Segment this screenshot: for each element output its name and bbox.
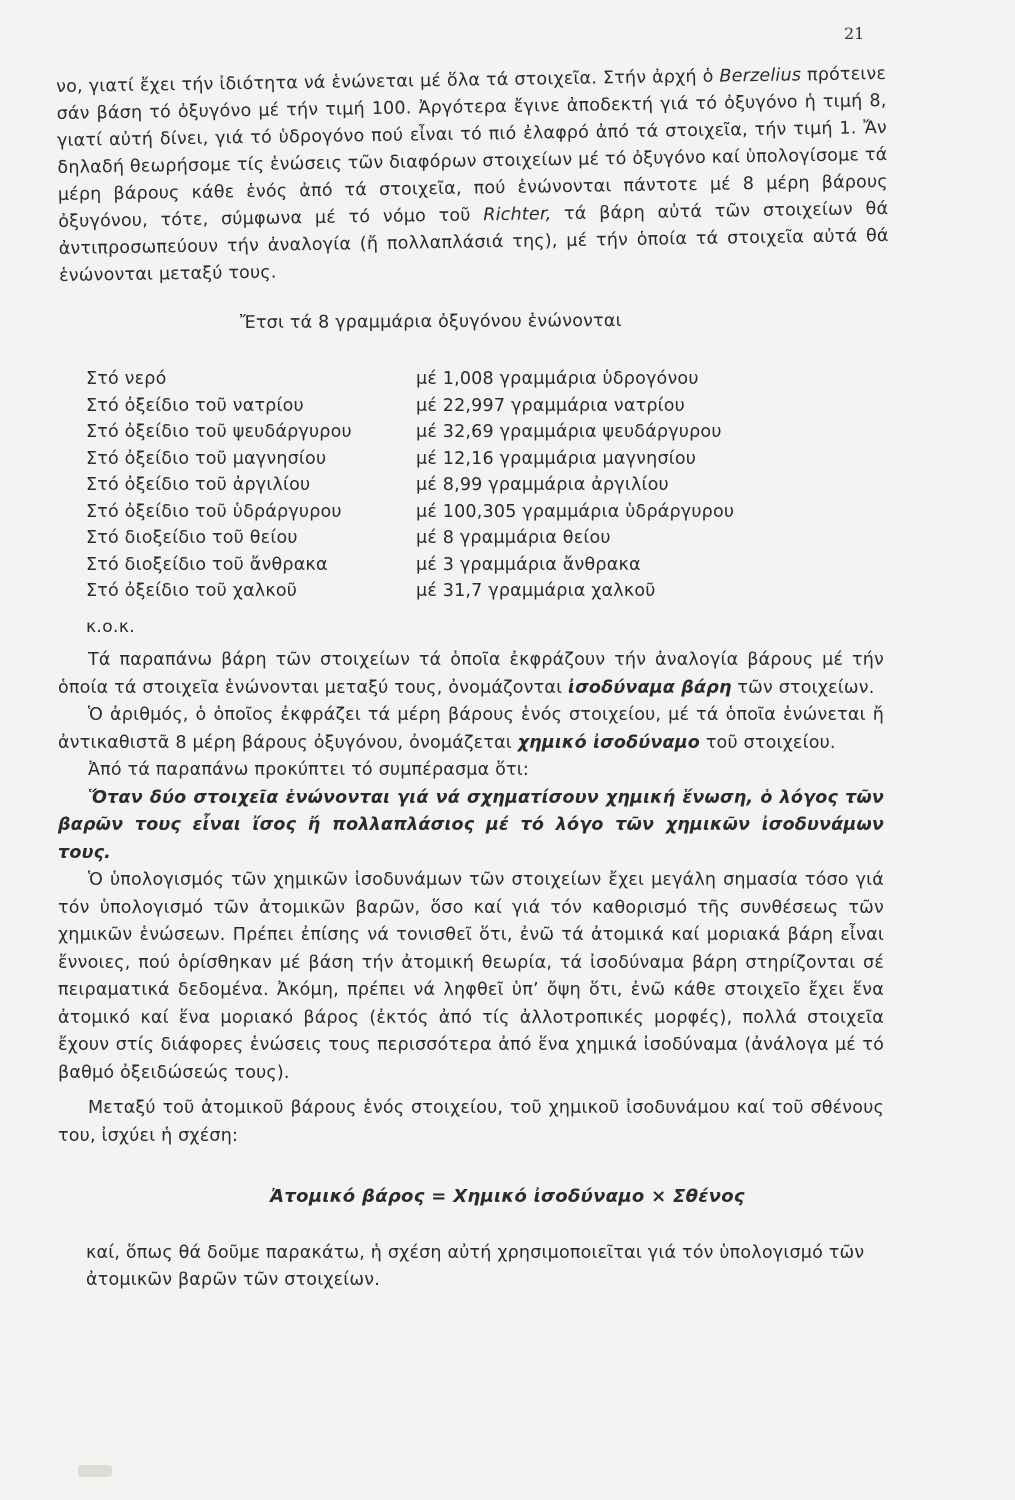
- table-row: [86, 446, 776, 473]
- text: τῶν στοιχείων.: [737, 677, 875, 698]
- paragraph-chemical-equivalent: [58, 702, 884, 757]
- compound-label: Στό διοξείδιο τοῦ ἄνθρακα: [86, 554, 328, 575]
- table-row: [86, 393, 776, 420]
- etc-label: κ.ο.κ.: [86, 617, 136, 637]
- table-row: [86, 552, 776, 579]
- mass-value: μέ 100,305 γραμμάρια ὑδράργυρου: [416, 501, 735, 522]
- mass-value: μέ 3 γραμμάρια ἄνθρακα: [416, 554, 641, 575]
- page-number: 21: [844, 24, 865, 43]
- mass-value: μέ 32,69 γραμμάρια ψευδάργυρου: [416, 422, 722, 443]
- name-berzelius: Berzelius: [719, 65, 802, 87]
- term-chemical-equivalent: χημικό ἰσοδύναμο: [517, 732, 701, 753]
- table-row: [86, 366, 776, 393]
- intro-text-2: πρότεινε σάν βάση τό ὀξυγόνο μέ τήν τιμή 100. Ἀργότερα ἔγινε ἀποδεκτή γιά τό ὀξυγόνο ἡ τιμή 8, γιατί αὐτή δίνει, γιά τό ὑδρογόνο πού εἶναι τό πιό ἐλαφρό ἀπό τά στοιχεῖα, τήν τιμή 1. Ἄν δηλαδή θεωρήσομε τίς ἑνώσεις τῶν διαφόρων στοιχείων μέ τό ὀξυγόνο καί ὑπολογίσομε τά μέρη βάρους κάθε ἑνός ἀπό τά στοιχεῖα, πού ἑνώνονται πάντοτε μέ 8 μέρη βάρους ὀξυγόνου, τότε, σύμφωνα μέ τό νόμο τοῦ: [56, 63, 888, 232]
- intro-paragraph: [56, 61, 889, 290]
- table-row: [86, 578, 776, 605]
- conclusion-statement: Ὅταν δύο στοιχεῖα ἑνώνονται γιά νά σχηματίσουν χημική ἕνωση, ὁ λόγος τῶν βαρῶν τους εἶναι ἴσος ἤ πολλαπλάσιος μέ τό λόγο τῶν χημικῶν ἰσοδυνάμων τους.: [58, 787, 884, 863]
- intro-text-1: νο, γιατί ἔχει τήν ἰδιότητα νά ἑνώνεται μέ ὅλα τά στοιχεῖα. Στήν ἀρχή ὁ: [56, 66, 714, 97]
- intro-text-3: τά βάρη αὐτά τῶν στοιχείων θά ἀντιπροσωπεύουν τήν ἀναλογία (ἤ πολλαπλάσιά της), μέ τήν ὁποία τά στοιχεῖα αὐτά θά ἑνώνονται μεταξύ τους.: [58, 198, 889, 286]
- table-lead-line: Ἔτσι τά 8 γραμμάρια ὀξυγόνου ἑνώνονται: [239, 311, 622, 333]
- compound-label: Στό ὀξείδιο τοῦ ἀργιλίου: [86, 475, 311, 496]
- compound-label: Στό ὀξείδιο τοῦ ψευδάργυρου: [86, 422, 352, 443]
- closing-text: καί, ὅπως θά δοῦμε παρακάτω, ἡ σχέση αὐτή χρησιμοποιεῖται γιά τόν ὑπολογισμό τῶν ἀτομικῶν βαρῶν τῶν στοιχείων.: [86, 1243, 865, 1290]
- table-row: [86, 419, 776, 446]
- compound-label: Στό διοξείδιο τοῦ θείου: [86, 528, 298, 549]
- mass-value: μέ 22,997 γραμμάρια νατρίου: [416, 395, 685, 416]
- paragraph-conclusion-intro: Ἀπό τά παραπάνω προκύπτει τό συμπέρασμα ὅτι:: [88, 760, 529, 780]
- paragraph-relation: Μεταξύ τοῦ ἀτομικοῦ βάρους ἑνός στοιχείου, τοῦ χημικοῦ ἰσοδυνάμου καί τοῦ σθένους του, ἰσχύει ἡ σχέση:: [58, 1098, 884, 1146]
- closing-paragraph: [86, 1240, 886, 1294]
- main-text: [58, 647, 884, 1150]
- table-row: [86, 525, 776, 552]
- scan-mark: [78, 1465, 112, 1477]
- text: τοῦ στοιχείου.: [705, 732, 836, 753]
- table-row: [86, 472, 776, 499]
- name-richter: Richter,: [483, 204, 552, 226]
- term-equivalent-weights: ἰσοδύναμα βάρη: [568, 677, 732, 698]
- compound-label: Στό ὀξείδιο τοῦ χαλκοῦ: [86, 581, 298, 602]
- mass-value: μέ 31,7 γραμμάρια χαλκοῦ: [416, 581, 656, 602]
- paragraph-equivalent-weights: [58, 647, 884, 702]
- mass-value: μέ 8 γραμμάρια θείου: [416, 528, 611, 549]
- compound-label: Στό ὀξείδιο τοῦ μαγνησίου: [86, 448, 327, 469]
- text: Τά παραπάνω βάρη τῶν στοιχείων τά ὁποῖα ἐκφράζουν τήν ἀναλογία βάρους μέ τήν ὁποία τά στοιχεῖα ἑνώνονται μεταξύ τους, ὀνομάζονται: [58, 650, 884, 698]
- compound-label: Στό νερό: [86, 369, 167, 390]
- table-row: [86, 499, 776, 526]
- compound-label: Στό ὀξείδιο τοῦ ὑδράργυρου: [86, 501, 342, 522]
- compound-label: Στό ὀξείδιο τοῦ νατρίου: [86, 395, 304, 416]
- paragraph-importance: Ὁ ὑπολογισμός τῶν χημικῶν ἰσοδυνάμων τῶν στοιχείων ἔχει μεγάλη σημασία τόσο γιά τόν ὑπολογισμό τῶν ἀτομικῶν βαρῶν, ὅσο καί γιά τόν καθορισμό τῆς συνθέσεως τῶν χημικῶν ἑνώσεων. Πρέπει ἐπίσης νά τονισθεῖ ὅτι, ἐνῶ τά ἀτομικά καί μοριακά βάρη εἶναι ἔννοιες, πού ὁρίσθηκαν μέ βάση τήν ἀτομική θεωρία, τά ἰσοδύναμα βάρη στηρίζονται σέ πειραματικά δεδομένα. Ἀκόμη, πρέπει νά ληφθεῖ ὑπ’ ὄψη ὅτι, ἐνῶ κάθε στοιχεῖο ἔχει ἕνα ἀτομικό καί ἕνα μοριακό βάρος (ἐκτός ἀπό τίς ἀλλοτροπικές μορφές), πολλά στοιχεῖα ἔχουν στίς διάφορες ἑνώσεις τους περισσότερα ἀπό ἕνα χημικά ἰσοδύναμα (ἀνάλογα μέ τό βαθμό ὀξειδώσεώς τους).: [58, 870, 884, 1083]
- formula: Ἀτομικό βάρος = Χημικό ἰσοδύναμο × Σθένος: [270, 1186, 745, 1207]
- mass-value: μέ 8,99 γραμμάρια ἀργιλίου: [416, 475, 669, 496]
- mass-value: μέ 1,008 γραμμάρια ὑδρογόνου: [416, 369, 699, 390]
- mass-value: μέ 12,16 γραμμάρια μαγνησίου: [416, 448, 697, 469]
- text: Ὁ ἀριθμός, ὁ ὁποῖος ἐκφράζει τά μέρη βάρους ἑνός στοιχείου, μέ τά ὁποῖα ἑνώνεται ἤ ἀντικαθιστᾶ 8 μέρη βάρους ὀξυγόνου, ὀνομάζεται: [58, 705, 884, 753]
- combination-table: [86, 366, 776, 605]
